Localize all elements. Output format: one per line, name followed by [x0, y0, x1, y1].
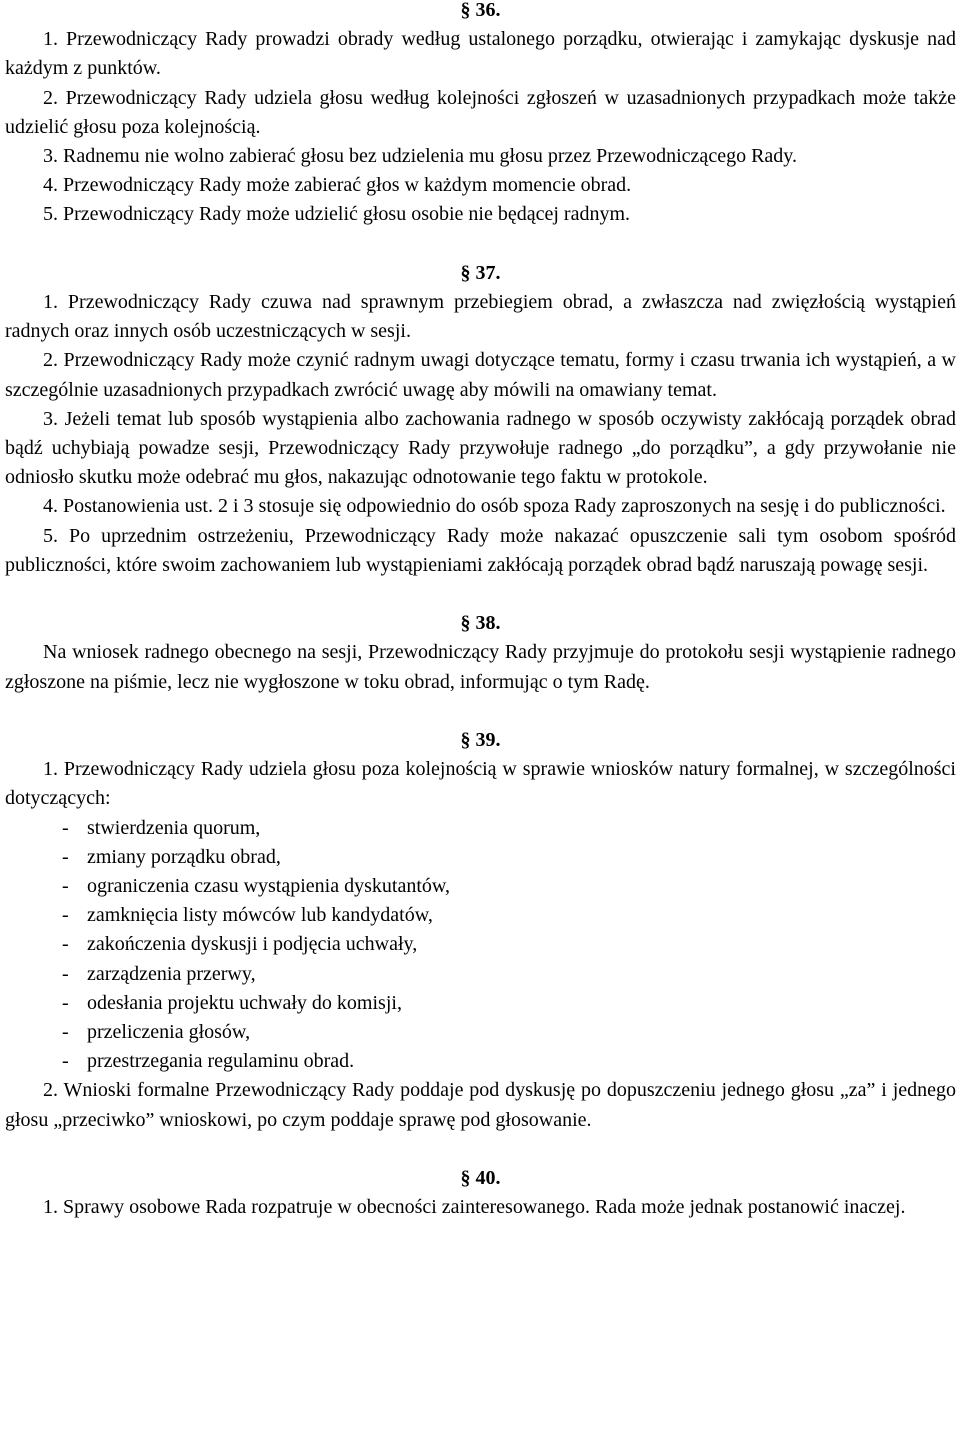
paragraph: 4. Przewodniczący Rady może zabierać głos w każdym momencie obrad.: [43, 174, 632, 197]
list-dash: -: [62, 816, 69, 839]
document-page: [5, 0, 956, 1222]
list-dash: -: [62, 845, 69, 868]
paragraph: 5. Po uprzednim ostrzeżeniu, Przewodniczący Rady może nakazać opuszczenie sali tym osobom spośród publiczności, które swoim zachowaniem lub wystąpieniami zakłócają porządek obrad bądź naruszają powagę sesji.: [5, 524, 956, 576]
list-dash: -: [62, 933, 69, 956]
motion-type-list: [5, 814, 956, 1077]
paragraph: 1. Sprawy osobowe Rada rozpatruje w obecności zainteresowanego. Rada może jednak postanowić inaczej.: [43, 1196, 906, 1219]
list-item: [5, 901, 956, 930]
list-item-text: ograniczenia czasu wystąpienia dyskutantów,: [87, 875, 451, 898]
section-heading-40: § 40.: [460, 1167, 501, 1190]
list-item-text: zmiany porządku obrad,: [87, 845, 281, 868]
list-item: [5, 843, 956, 872]
section-heading-36: § 36.: [460, 0, 501, 21]
list-dash: -: [62, 991, 69, 1014]
paragraph: 2. Przewodniczący Rady może czynić radnym uwagi dotyczące tematu, formy i czasu trwania ich wystąpień, a w szczególnie uzasadnionych przypadkach zwrócić uwagę aby mówili na omawiany temat.: [5, 349, 956, 401]
list-item-text: zamknięcia listy mówców lub kandydatów,: [87, 904, 433, 927]
list-item-text: stwierdzenia quorum,: [87, 816, 261, 839]
list-item-text: przeliczenia głosów,: [87, 1021, 251, 1044]
list-item: [5, 1018, 956, 1047]
list-item: [5, 872, 956, 901]
paragraph: 1. Przewodniczący Rady czuwa nad sprawnym przebiegiem obrad, a zwłaszcza nad zwięzłością wystąpień radnych oraz innych osób uczestniczących w sesji.: [5, 291, 956, 343]
list-item-text: zarządzenia przerwy,: [87, 962, 256, 985]
list-item: [5, 1047, 956, 1076]
list-item-text: zakończenia dyskusji i podjęcia uchwały,: [87, 933, 418, 956]
section-heading-37: § 37.: [460, 261, 501, 284]
list-item: [5, 930, 956, 959]
list-item: [5, 960, 956, 989]
section-heading-38: § 38.: [460, 612, 501, 635]
paragraph: 5. Przewodniczący Rady może udzielić głosu osobie nie będącej radnym.: [43, 203, 631, 226]
list-dash: -: [62, 875, 69, 898]
paragraph: Na wniosek radnego obecnego na sesji, Przewodniczący Rady przyjmuje do protokołu sesji wystąpienie radnego zgłoszone na piśmie, lecz nie wygłoszone w toku obrad, informując o tym Radę.: [5, 641, 956, 693]
list-item: [5, 814, 956, 843]
list-dash: -: [62, 1050, 69, 1073]
list-dash: -: [62, 1021, 69, 1044]
paragraph: 1. Przewodniczący Rady udziela głosu poza kolejnością w sprawie wniosków natury formalnej, w szczególności dotyczących:: [5, 758, 956, 810]
paragraph: 3. Jeżeli temat lub sposób wystąpienia albo zachowania radnego w sposób oczywisty zakłócają porządek obrad bądź uchybiają powadze sesji, Przewodniczący Rady przywołuje radnego „do porządku”, a gdy przywołanie nie odniosło skutku może odebrać mu głos, nakazując odnotowanie tego faktu w protokole.: [5, 407, 956, 489]
list-item-text: przestrzegania regulaminu obrad.: [87, 1050, 355, 1073]
section-heading-39: § 39.: [460, 729, 501, 752]
paragraph: 1. Przewodniczący Rady prowadzi obrady według ustalonego porządku, otwierając i zamykając dyskusje nad każdym z punktów.: [5, 28, 956, 80]
list-item-text: odesłania projektu uchwały do komisji,: [87, 991, 402, 1014]
list-item: [5, 989, 956, 1018]
paragraph: 2. Wnioski formalne Przewodniczący Rady poddaje pod dyskusję po dopuszczeniu jednego głosu „za” i jednego głosu „przeciwko” wnioskowi, po czym poddaje sprawę pod głosowanie.: [5, 1079, 956, 1131]
paragraph: 4. Postanowienia ust. 2 i 3 stosuje się odpowiednio do osób spoza Rady zaproszonych na sesję i do publiczności.: [43, 495, 946, 518]
paragraph: 3. Radnemu nie wolno zabierać głosu bez udzielenia mu głosu przez Przewodniczącego Rady.: [43, 145, 797, 168]
paragraph: 2. Przewodniczący Rady udziela głosu według kolejności zgłoszeń w uzasadnionych przypadkach może także udzielić głosu poza kolejnością.: [5, 86, 956, 138]
list-dash: -: [62, 904, 69, 927]
list-dash: -: [62, 962, 69, 985]
